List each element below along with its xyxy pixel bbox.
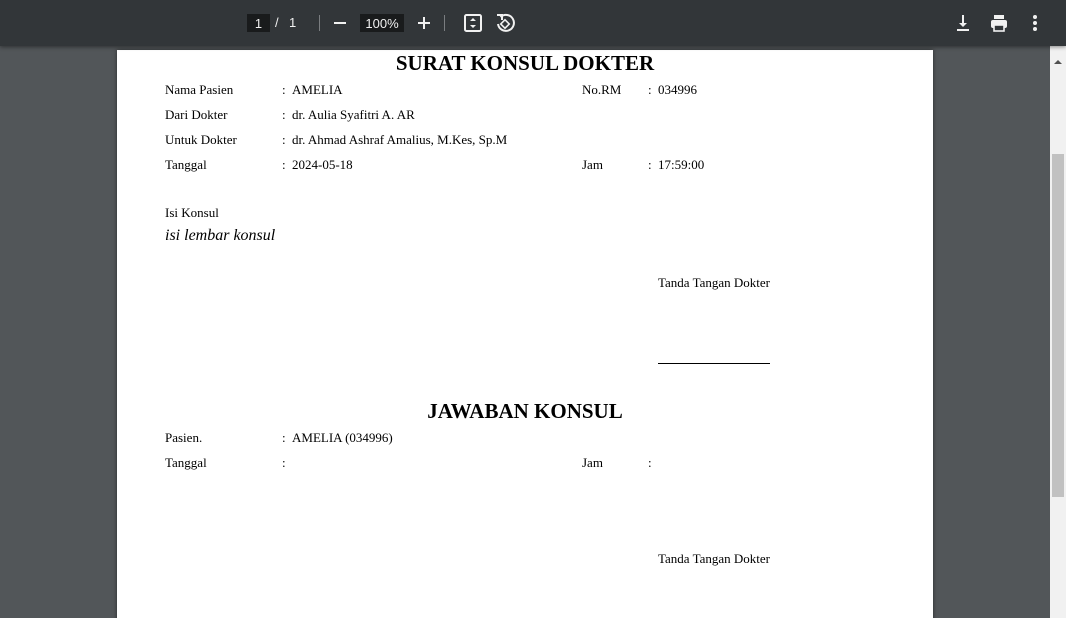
answer-tanggal-label: Tanggal: [165, 455, 207, 470]
pasien-value: AMELIA (034996): [292, 430, 393, 445]
pdf-page: [117, 50, 933, 618]
dari-dokter-label: Dari Dokter: [165, 107, 228, 122]
nama-pasien-value: AMELIA: [292, 82, 343, 97]
answer-jam-label: Jam: [582, 455, 603, 470]
isi-konsul-label: Isi Konsul: [165, 205, 219, 220]
zoom-out-icon[interactable]: [328, 11, 352, 35]
untuk-dokter-label: Untuk Dokter: [165, 132, 237, 147]
colon: :: [282, 430, 286, 445]
norm-value: 034996: [658, 82, 697, 97]
more-options-icon[interactable]: [1023, 11, 1047, 35]
jam-label: Jam: [582, 157, 603, 172]
fit-page-icon[interactable]: [461, 11, 485, 35]
colon: :: [282, 455, 286, 470]
signature-label: Tanda Tangan Dokter: [658, 275, 771, 290]
norm-label: No.RM: [582, 82, 622, 97]
colon: :: [648, 82, 652, 97]
colon: :: [282, 132, 286, 147]
colon: :: [648, 455, 652, 470]
document-viewer[interactable]: [0, 46, 1050, 618]
untuk-dokter-value: dr. Ahmad Ashraf Amalius, M.Kes, Sp.M: [292, 132, 508, 147]
colon: :: [282, 157, 286, 172]
answer-title: JAWABAN KONSUL: [427, 399, 623, 423]
scroll-up-arrow-icon[interactable]: [1050, 52, 1066, 62]
dari-dokter-value: dr. Aulia Syafitri A. AR: [292, 107, 415, 122]
pasien-label: Pasien.: [165, 430, 203, 445]
print-icon[interactable]: [987, 11, 1011, 35]
rotate-icon[interactable]: [493, 11, 517, 35]
scrollbar-thumb[interactable]: [1052, 154, 1064, 497]
colon: :: [282, 82, 286, 97]
pdf-toolbar: [0, 0, 1066, 46]
page-number-input[interactable]: 1: [247, 14, 270, 32]
toolbar-divider: [444, 15, 445, 31]
total-pages: 1: [289, 15, 297, 30]
isi-konsul-content: isi lembar konsul: [165, 227, 276, 244]
download-icon[interactable]: [951, 11, 975, 35]
colon: :: [282, 107, 286, 122]
tanggal-label: Tanggal: [165, 157, 207, 172]
colon: :: [648, 157, 652, 172]
answer-signature-label: Tanda Tangan Dokter: [658, 551, 771, 566]
nama-pasien-label: Nama Pasien: [165, 82, 234, 97]
document-title: SURAT KONSUL DOKTER: [395, 51, 655, 75]
tanggal-value: 2024-05-18: [292, 157, 353, 172]
signature-line: [658, 363, 770, 364]
page-separator: /: [275, 15, 279, 30]
toolbar-divider: [319, 15, 320, 31]
jam-value: 17:59:00: [658, 157, 705, 172]
vertical-scrollbar[interactable]: [1050, 46, 1066, 618]
zoom-level-input[interactable]: 100%: [360, 14, 404, 32]
zoom-in-icon[interactable]: [412, 11, 436, 35]
